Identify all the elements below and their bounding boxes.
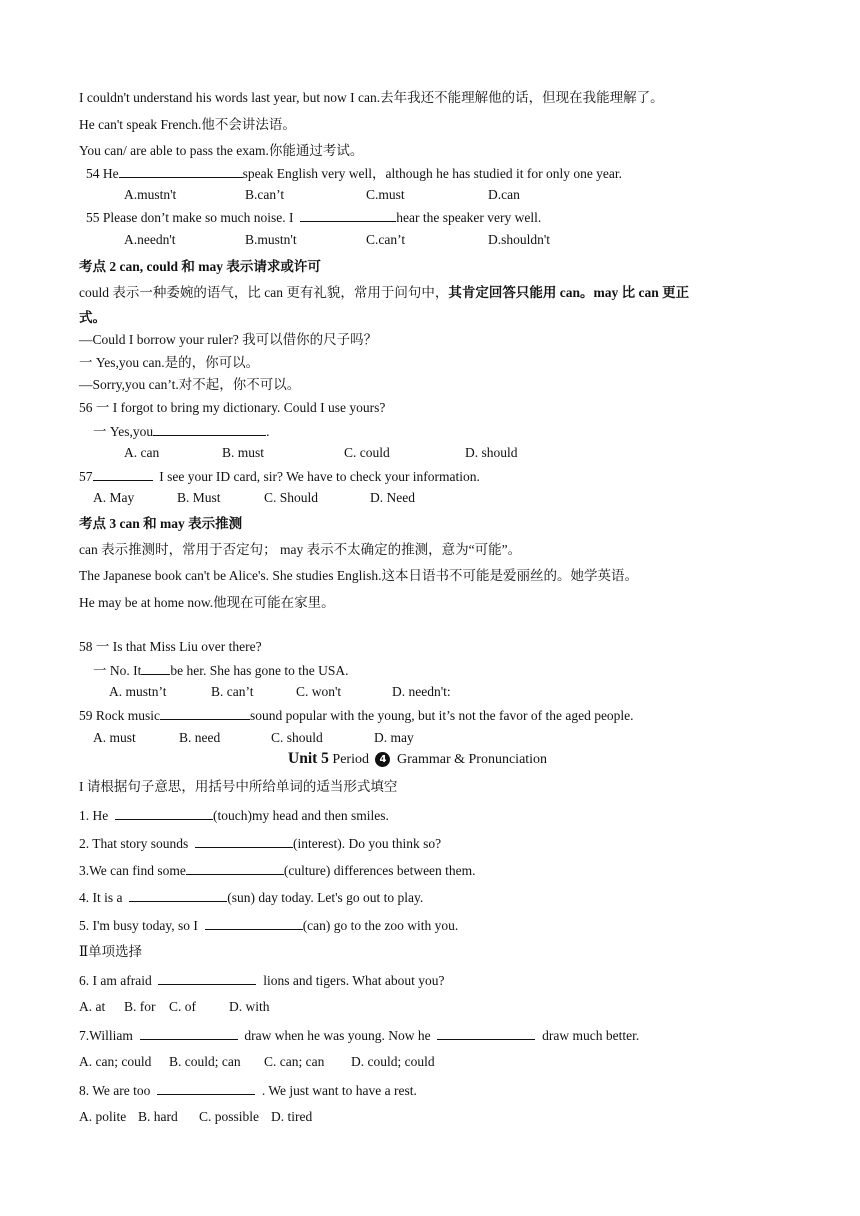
option[interactable]: D. should [465, 445, 518, 460]
option[interactable]: C. can; can [264, 1054, 325, 1069]
fill-item-1: 1. He (touch)my head and then smiles. [79, 808, 389, 823]
dialogue-line: —Could I borrow your ruler? 我可以借你的尺子吗？ [79, 332, 378, 347]
option[interactable]: C. of [169, 999, 196, 1014]
answer-blank[interactable] [140, 1026, 238, 1040]
section-heading: 考点 2 can, could 和 may 表示请求或许可 [79, 259, 321, 274]
fill-item-4: 4. It is a (sun) day today. Let's go out to play. [79, 890, 424, 905]
answer-blank[interactable] [158, 971, 256, 985]
question-56-answer: 一 Yes,you . [93, 424, 270, 439]
answer-blank[interactable] [129, 888, 227, 902]
section-heading: 考点 3 can 和 may 表示推测 [79, 516, 243, 531]
option[interactable]: A. mustn’t [109, 684, 167, 699]
option[interactable]: D. tired [271, 1109, 313, 1124]
section-heading: I 请根据句子意思，用括号中所给单词的适当形式填空 [79, 779, 398, 794]
option[interactable]: B. can’t [211, 684, 254, 699]
circled-number: 4 [375, 752, 390, 767]
answer-blank[interactable] [300, 208, 396, 222]
option[interactable]: B.can’t [245, 187, 285, 202]
option[interactable]: A. polite [79, 1109, 127, 1124]
option[interactable]: D. needn't: [392, 684, 451, 699]
answer-blank[interactable] [186, 861, 284, 875]
option[interactable]: C. possible [199, 1109, 260, 1124]
answer-blank[interactable] [119, 164, 243, 178]
example-sentence: You can/ are able to pass the exam.你能通过考试。 [79, 143, 364, 158]
answer-blank[interactable] [205, 916, 303, 930]
choice-item-8: 8. We are too . We just want to have a rest. [79, 1083, 417, 1098]
option[interactable]: A. can [124, 445, 160, 460]
question-58: 58 一 Is that Miss Liu over there? [79, 639, 262, 654]
section-heading: Ⅱ单项选择 [79, 944, 143, 959]
option[interactable]: C. could [344, 445, 390, 460]
option[interactable]: B. could; can [169, 1054, 241, 1069]
answer-blank[interactable] [93, 467, 153, 481]
answer-blank[interactable] [437, 1026, 535, 1040]
option[interactable]: B. must [222, 445, 265, 460]
option[interactable]: A.mustn't [124, 187, 177, 202]
option[interactable]: B.mustn't [245, 232, 297, 247]
answer-blank[interactable] [115, 806, 213, 820]
option[interactable]: C. should [271, 730, 323, 745]
option[interactable]: B. need [179, 730, 221, 745]
option[interactable]: B. Must [177, 490, 221, 505]
question-57: 57 I see your ID card, sir? We have to check your information. [79, 469, 480, 484]
example-sentence: I couldn't understand his words last year, but now I can.去年我还不能理解他的话，但现在我能理解了。 [79, 90, 664, 105]
answer-blank[interactable] [160, 706, 250, 720]
question-54: 54 He speak English very well，although he has studied it for only one year. [86, 166, 623, 181]
answer-blank[interactable] [153, 422, 266, 436]
option[interactable]: A. at [79, 999, 106, 1014]
option[interactable]: D.can [488, 187, 520, 202]
option[interactable]: D. could; could [351, 1054, 435, 1069]
fill-item-2: 2. That story sounds (interest). Do you think so? [79, 836, 442, 851]
choice-item-7: 7.William draw when he was young. Now he draw much better. [79, 1028, 640, 1043]
explanation-paragraph: can 表示推测时，常用于否定句； may 表示不太确定的推测，意为“可能”。 [79, 542, 522, 557]
option[interactable]: C.can’t [366, 232, 406, 247]
dialogue-line: 一 Yes,you can.是的，你可以。 [79, 355, 260, 370]
example-sentence: The Japanese book can't be Alice's. She studies English.这本日语书不可能是爱丽丝的。她学英语。 [79, 568, 639, 583]
option[interactable]: A. can; could [79, 1054, 152, 1069]
example-sentence: He can't speak French.他不会讲法语。 [79, 117, 296, 132]
option[interactable]: D. may [374, 730, 414, 745]
fill-item-5: 5. I'm busy today, so I (can) go to the zoo with you. [79, 918, 459, 933]
explanation-paragraph-cont: 式。 [79, 310, 106, 325]
explanation-paragraph: could 表示一种委婉的语气，比 can 更有礼貌，常用于问句中，其肯定回答只能用 can。may 比 can 更正 [79, 285, 690, 300]
dialogue-line: —Sorry,you can’t.对不起，你不可以。 [79, 377, 301, 392]
unit-title: Unit 5 Period 4 Grammar & Pronunciation [288, 750, 548, 767]
option[interactable]: B. hard [138, 1109, 178, 1124]
option[interactable]: C. won't [296, 684, 342, 699]
option[interactable]: A.needn't [124, 232, 176, 247]
option[interactable]: D. with [229, 999, 270, 1014]
option[interactable]: B. for [124, 999, 156, 1014]
option[interactable]: C. Should [264, 490, 319, 505]
option[interactable]: C.must [366, 187, 405, 202]
example-sentence: He may be at home now.他现在可能在家里。 [79, 595, 335, 610]
option[interactable]: D.shouldn't [488, 232, 551, 247]
option[interactable]: A. must [93, 730, 136, 745]
option[interactable]: A. May [93, 490, 135, 505]
question-56: 56 一 I forgot to bring my dictionary. Could I use yours? [79, 400, 386, 415]
question-58-answer: 一 No. It be her. She has gone to the USA. [93, 663, 349, 678]
answer-blank[interactable] [195, 834, 293, 848]
choice-item-6: 6. I am afraid lions and tigers. What about you? [79, 973, 445, 988]
answer-blank[interactable] [157, 1081, 255, 1095]
answer-blank[interactable] [141, 661, 170, 675]
question-55: 55 Please don’t make so much noise. I hear the speaker very well. [86, 210, 542, 225]
fill-item-3: 3.We can find some (culture) differences between them. [79, 863, 476, 878]
option[interactable]: D. Need [370, 490, 415, 505]
question-59: 59 Rock music sound popular with the young, but it’s not the favor of the aged people. [79, 708, 634, 723]
